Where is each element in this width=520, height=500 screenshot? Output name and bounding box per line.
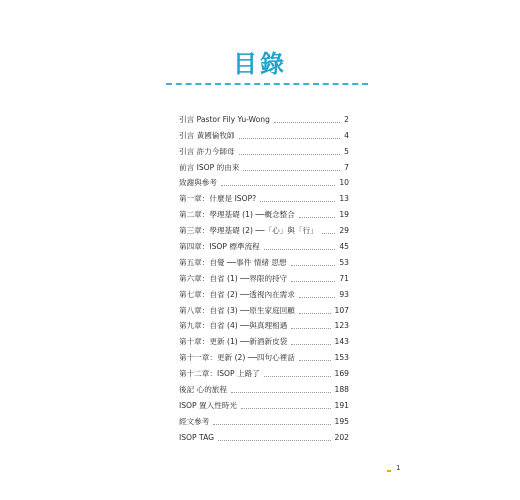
toc-entry-page: 4 — [344, 130, 349, 140]
toc-entry-page: 143 — [334, 337, 349, 347]
toc-entry-page: 191 — [334, 400, 349, 410]
dot-leader — [241, 408, 331, 409]
toc-entry-label: 第四章：ISOP 標準流程 — [179, 242, 260, 252]
dot-leader — [291, 265, 336, 266]
dot-leader — [264, 376, 331, 377]
dot-leader — [291, 328, 330, 329]
dot-leader — [239, 138, 341, 139]
toc-entry[interactable] — [179, 427, 349, 443]
toc-entry-label: 引言 許力今師母 — [179, 146, 235, 156]
page-title: 目錄 — [233, 50, 287, 78]
toc-entry-page: 45 — [339, 242, 349, 252]
dot-leader — [274, 122, 340, 123]
dot-leader — [221, 185, 335, 186]
dot-leader — [243, 170, 340, 171]
toc-entry[interactable] — [179, 252, 349, 268]
toc-entry[interactable] — [179, 220, 349, 236]
toc-entry-page: 29 — [339, 226, 349, 236]
toc-entry-page: 53 — [339, 257, 349, 267]
toc-entry-label: 第十章：更新 (1) ──新酒新皮袋 — [179, 337, 288, 347]
toc-entry[interactable] — [179, 316, 349, 332]
toc-entry[interactable] — [179, 347, 349, 363]
toc-entry-page: 93 — [339, 289, 349, 299]
dot-leader — [299, 360, 331, 361]
toc-entry-label: 引言 黃國倫牧師 — [179, 130, 235, 140]
toc-entry-page: 195 — [334, 416, 349, 426]
dot-leader — [291, 344, 330, 345]
toc-entry[interactable] — [179, 157, 349, 173]
toc-entry[interactable] — [179, 300, 349, 316]
page-marker — [387, 470, 391, 472]
toc-entry[interactable] — [179, 188, 349, 204]
toc-entry[interactable] — [179, 173, 349, 189]
toc-entry-page: 188 — [334, 385, 349, 395]
toc-entry[interactable] — [179, 331, 349, 347]
toc-entry-page: 71 — [339, 273, 349, 283]
toc-entry-label: 後記 心的旅程 — [179, 385, 227, 395]
table-of-contents — [179, 109, 349, 443]
dot-leader — [299, 217, 335, 218]
toc-entry[interactable] — [179, 268, 349, 284]
dot-leader — [299, 297, 335, 298]
toc-entry-label: 第三章：學理基礎 (2) ──「心」與「行」 — [179, 226, 318, 236]
toc-entry-label: ISOP TAG — [179, 432, 215, 442]
dot-leader — [260, 201, 335, 202]
toc-entry[interactable] — [179, 125, 349, 141]
dot-leader — [218, 440, 330, 441]
toc-entry-label: 第八章：自省 (3) ──原生家庭回顧 — [179, 305, 295, 315]
toc-entry-label: 第五章：自覺 ──事件 情緒 思想 — [179, 257, 287, 267]
toc-entry-page: 169 — [334, 369, 349, 379]
toc-entry[interactable] — [179, 284, 349, 300]
toc-entry-label: 第六章：自省 (1) ──界限的持守 — [179, 273, 288, 283]
toc-entry-page: 2 — [344, 114, 349, 124]
dot-leader — [213, 424, 330, 425]
toc-entry-page: 19 — [339, 210, 349, 220]
toc-entry-label: 第一章：什麼是 ISOP? — [179, 194, 257, 204]
toc-entry-label: ISOP 置入性時光 — [179, 400, 237, 410]
toc-entry-label: 引言 Pastor Fily Yu-Wong — [179, 114, 270, 124]
toc-entry[interactable] — [179, 141, 349, 157]
toc-entry-page: 10 — [339, 178, 349, 188]
toc-entry-label: 經文參考 — [179, 416, 210, 426]
toc-entry-page: 13 — [339, 194, 349, 204]
dot-leader — [291, 281, 335, 282]
toc-entry-label: 第九章：自省 (4) ──與真理相遇 — [179, 321, 288, 331]
toc-entry-label: 第十一章：更新 (2) ──四句心裡話 — [179, 353, 295, 363]
page-number: 1 — [396, 464, 401, 472]
toc-entry[interactable] — [179, 236, 349, 252]
toc-entry-page: 153 — [334, 353, 349, 363]
toc-entry[interactable] — [179, 379, 349, 395]
toc-entry[interactable] — [179, 204, 349, 220]
toc-entry[interactable] — [179, 363, 349, 379]
toc-entry-page: 107 — [334, 305, 349, 315]
toc-entry-page: 5 — [344, 146, 349, 156]
toc-entry-label: 致謝與參考 — [179, 178, 217, 188]
dot-leader — [231, 392, 331, 393]
toc-entry-label: 前言 ISOP 的由來 — [179, 162, 240, 172]
toc-entry[interactable] — [179, 411, 349, 427]
toc-entry[interactable] — [179, 395, 349, 411]
dot-leader — [264, 249, 336, 250]
toc-entry-label: 第十二章：ISOP 上路了 — [179, 369, 260, 379]
toc-entry-label: 第七章：自省 (2) ──透視內在需求 — [179, 289, 295, 299]
toc-entry-page: 202 — [334, 432, 349, 442]
title-divider — [166, 83, 368, 85]
toc-entry-label: 第二章：學理基礎 (1) ──概念整合 — [179, 210, 295, 220]
toc-entry[interactable] — [179, 109, 349, 125]
dot-leader — [299, 313, 331, 314]
dot-leader — [322, 233, 336, 234]
toc-entry-page: 7 — [344, 162, 349, 172]
dot-leader — [239, 154, 341, 155]
toc-entry-page: 123 — [334, 321, 349, 331]
